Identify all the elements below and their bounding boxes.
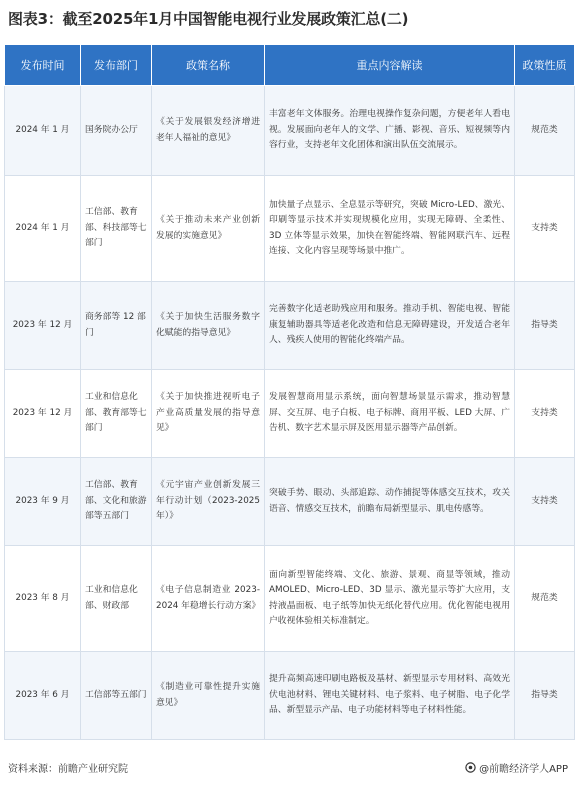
table-row <box>5 282 575 370</box>
table-row <box>5 176 575 282</box>
cell-type: 指导类 <box>515 652 575 740</box>
cell-content: 发展智慧商用显示系统，面向智慧场景显示需求，推动智慧屏、交互屏、电子白板、电子标牌、商用平板、LED 大屏、广告机、数字艺术显示屏及医用显示器等产品创新。 <box>265 370 515 458</box>
cell-time: 2024 年 1 月 <box>5 86 81 176</box>
cell-time: 2024 年 1 月 <box>5 176 81 282</box>
cell-dept: 商务部等 12 部门 <box>81 282 152 370</box>
cell-time: 2023 年 9 月 <box>5 458 81 546</box>
cell-content: 丰富老年文体服务。治理电视操作复杂问题，方便老年人看电视。发展面向老年人的文学、广播、影视、音乐、短视频等内容行业，支持老年文化团体和演出队伍交流展示。 <box>265 86 515 176</box>
cell-name: 《电子信息制造业 2023-2024 年稳增长行动方案》 <box>152 546 265 652</box>
brand-text: @前瞻经济学人APP <box>479 764 568 775</box>
cell-type: 支持类 <box>515 458 575 546</box>
table-row <box>5 370 575 458</box>
policy-table <box>4 44 575 740</box>
cell-name: 《关于加快推进视听电子产业高质量发展的指导意见》 <box>152 370 265 458</box>
cell-time: 2023 年 6 月 <box>5 652 81 740</box>
table-row <box>5 458 575 546</box>
cell-content: 突破手势、眼动、头部追踪、动作捕捉等体感交互技术，攻关语音、情感交互技术，前瞻布局新型显示、肌电传感等。 <box>265 458 515 546</box>
header-content: 重点内容解读 <box>265 45 515 86</box>
cell-name: 《元宇宙产业创新发展三年行动计划（2023-2025 年）》 <box>152 458 265 546</box>
cell-dept: 工业和信息化部、教育部等七部门 <box>81 370 152 458</box>
cell-dept: 工业和信息化部、财政部 <box>81 546 152 652</box>
cell-dept: 工信部、教育部、科技部等七部门 <box>81 176 152 282</box>
cell-type: 规范类 <box>515 546 575 652</box>
table-row <box>5 86 575 176</box>
cell-dept: 工信部等五部门 <box>81 652 152 740</box>
cell-content: 提升高频高速印刷电路板及基材、新型显示专用材料、高效光伏电池材料、锂电关键材料、电子浆料、电子树脂、电子化学品、新型显示产品、电子功能材料等电子材料性能。 <box>265 652 515 740</box>
cell-content: 加快量子点显示、全息显示等研究，突破 Micro-LED、激光、印刷等显示技术并实现规模化应用，实现无障碍、全柔性、3D 立体等显示效果，加快在智能终端、智能网联汽车、远程连接、文化内容呈现等场景中推广。 <box>265 176 515 282</box>
cell-time: 2023 年 12 月 <box>5 370 81 458</box>
header-time: 发布时间 <box>5 45 81 86</box>
table-row <box>5 546 575 652</box>
header-name: 政策名称 <box>152 45 265 86</box>
cell-time: 2023 年 12 月 <box>5 282 81 370</box>
source-note: 资料来源：前瞻产业研究院 <box>8 764 128 775</box>
cell-content: 完善数字化适老助残应用和服务。推动手机、智能电视、智能康复辅助器具等适老化改造和信息无障碍建设，开发适合老年人、残疾人使用的智能化终端产品。 <box>265 282 515 370</box>
cell-dept: 工信部、教育部、文化和旅游部等五部门 <box>81 458 152 546</box>
brand-logo-icon <box>465 762 476 773</box>
cell-dept: 国务院办公厅 <box>81 86 152 176</box>
header-type: 政策性质 <box>515 45 575 86</box>
cell-name: 《关于发展银发经济增进老年人福祉的意见》 <box>152 86 265 176</box>
cell-time: 2023 年 8 月 <box>5 546 81 652</box>
table-row <box>5 652 575 740</box>
chart-title: 图表3：截至2025年1月中国智能电视行业发展政策汇总(二) <box>8 10 409 28</box>
table-header-row <box>5 45 575 86</box>
header-dept: 发布部门 <box>81 45 152 86</box>
cell-name: 《制造业可靠性提升实施意见》 <box>152 652 265 740</box>
cell-name: 《关于推动未来产业创新发展的实施意见》 <box>152 176 265 282</box>
brand-attribution <box>465 760 568 775</box>
cell-name: 《关于加快生活服务数字化赋能的指导意见》 <box>152 282 265 370</box>
cell-type: 支持类 <box>515 176 575 282</box>
cell-content: 面向新型智能终端、文化、旅游、景观、商显等领域，推动 AMOLED、Micro-LED、3D 显示、激光显示等扩大应用，支持液晶面板、电子纸等加快无纸化替代应用。优化智能电视用户收视体验相关标准制定。 <box>265 546 515 652</box>
cell-type: 支持类 <box>515 370 575 458</box>
cell-type: 指导类 <box>515 282 575 370</box>
cell-type: 规范类 <box>515 86 575 176</box>
